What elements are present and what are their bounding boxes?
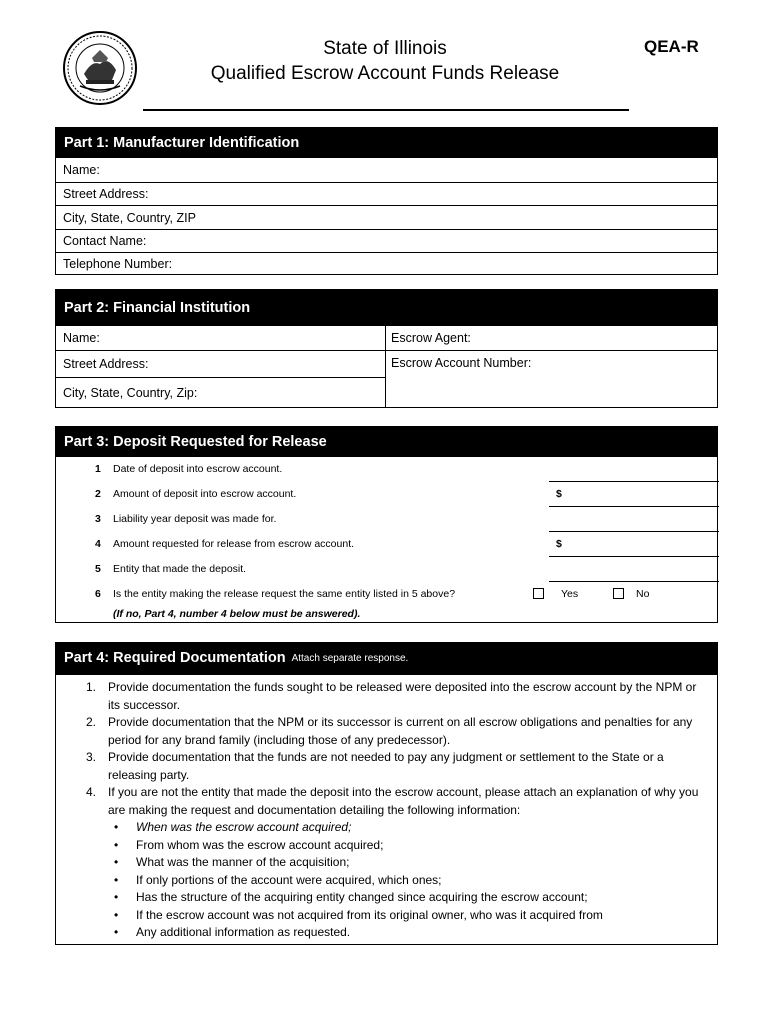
bullet-item: • What was the manner of the acquisition; [114, 855, 350, 869]
page-title: State of Illinois [323, 38, 447, 59]
title-divider [143, 109, 629, 111]
part4-subheading: Attach separate response. [291, 653, 409, 665]
part3-note: (If no, Part 4, number 4 below must be answered). [113, 608, 361, 620]
bullet-item: • If the escrow account was not acquired from its original owner, who was it acquired from [114, 907, 603, 922]
bullet-item: • From whom was the escrow account acquired; [114, 837, 384, 852]
part1-heading: Part 1: Manufacturer Identification [56, 128, 717, 158]
part2-heading: Part 2: Financial Institution [56, 290, 717, 326]
part1-name-field[interactable]: Name: [63, 163, 100, 177]
list-item: 1. Provide documentation the funds sought to be released were deposited into the escrow account by the NPM or its successor. [86, 680, 697, 712]
part3-item-3: 3 Liability year deposit was made for. [56, 507, 717, 532]
part3-item-2: 2 Amount of deposit into escrow account. $ [56, 482, 717, 507]
part1-contact-field[interactable]: Contact Name: [56, 229, 717, 252]
part3-item-6: 6 Is the entity making the release request the same entity listed in 5 above? Yes No [95, 588, 650, 600]
part1-street-field[interactable]: Street Address: [56, 182, 717, 205]
part2-street-field[interactable]: Street Address: [63, 357, 149, 371]
no-checkbox[interactable] [613, 588, 624, 599]
bullet-item: • If only portions of the account were acquired, which ones; [114, 872, 442, 887]
part2-section [55, 289, 718, 408]
part3-heading: Part 3: Deposit Requested for Release [56, 427, 717, 457]
part4-section [55, 642, 718, 945]
part2-escrow-agent-field[interactable]: Escrow Agent: [391, 331, 471, 345]
form-title: Qualified Escrow Account Funds Release [210, 63, 560, 84]
list-item: 4. If you are not the entity that made the deposit into the escrow account, please attach an explanation of why you are making the request and documentation detailing the following information: • When was the escrow account acquired; • From whom was the escrow account acquired; • What was the manner of the acquisition; • If only portions of the account were acquired, which ones; • Has the structure of the acquiring entity changed since acquiring the escrow account; • If the escrow account was not acquired from its original owner, who was it acquired from • Any additional information as requested. [56, 784, 717, 942]
yes-checkbox[interactable] [533, 588, 544, 599]
bullet-item: • Any additional information as requested. [114, 925, 351, 939]
part4-heading: Part 4: Required Documentation Attach separate response. [56, 643, 717, 675]
form-id: QEA-R [644, 37, 699, 56]
part3-item-4: 4 Amount requested for release from escrow account. $ [56, 532, 717, 557]
part3-item-1: 1 Date of deposit into escrow account. [56, 457, 717, 482]
part3-section [55, 426, 718, 623]
yes-label: Yes [561, 588, 579, 600]
bullet-list [108, 819, 709, 942]
part2-city-field[interactable]: City, State, Country, Zip: [56, 377, 385, 407]
state-seal-icon [62, 30, 138, 106]
bullet-item: • When was the escrow account acquired; [114, 820, 352, 834]
part2-name-field[interactable]: Name: [56, 326, 386, 350]
part1-section [55, 127, 718, 275]
part2-escrow-account-field[interactable]: Escrow Account Number: [391, 356, 532, 370]
part1-city-field[interactable]: City, State, Country, ZIP [56, 205, 717, 229]
list-item: 2. Provide documentation that the NPM or its successor is current on all escrow obligations and penalties for any period for any brand family (including those of any predecessor). [86, 715, 693, 747]
part1-phone-field[interactable]: Telephone Number: [56, 252, 717, 274]
list-item: 3. Provide documentation that the funds are not needed to pay any judgment or settlement to the State or a releasing party. [86, 750, 664, 782]
dollar-sign: $ [556, 488, 562, 500]
no-label: No [636, 588, 650, 600]
bullet-item: • Has the structure of the acquiring entity changed since acquiring the escrow account; [114, 890, 588, 904]
part3-item-5: 5 Entity that made the deposit. [56, 557, 717, 582]
dollar-sign: $ [556, 538, 562, 550]
